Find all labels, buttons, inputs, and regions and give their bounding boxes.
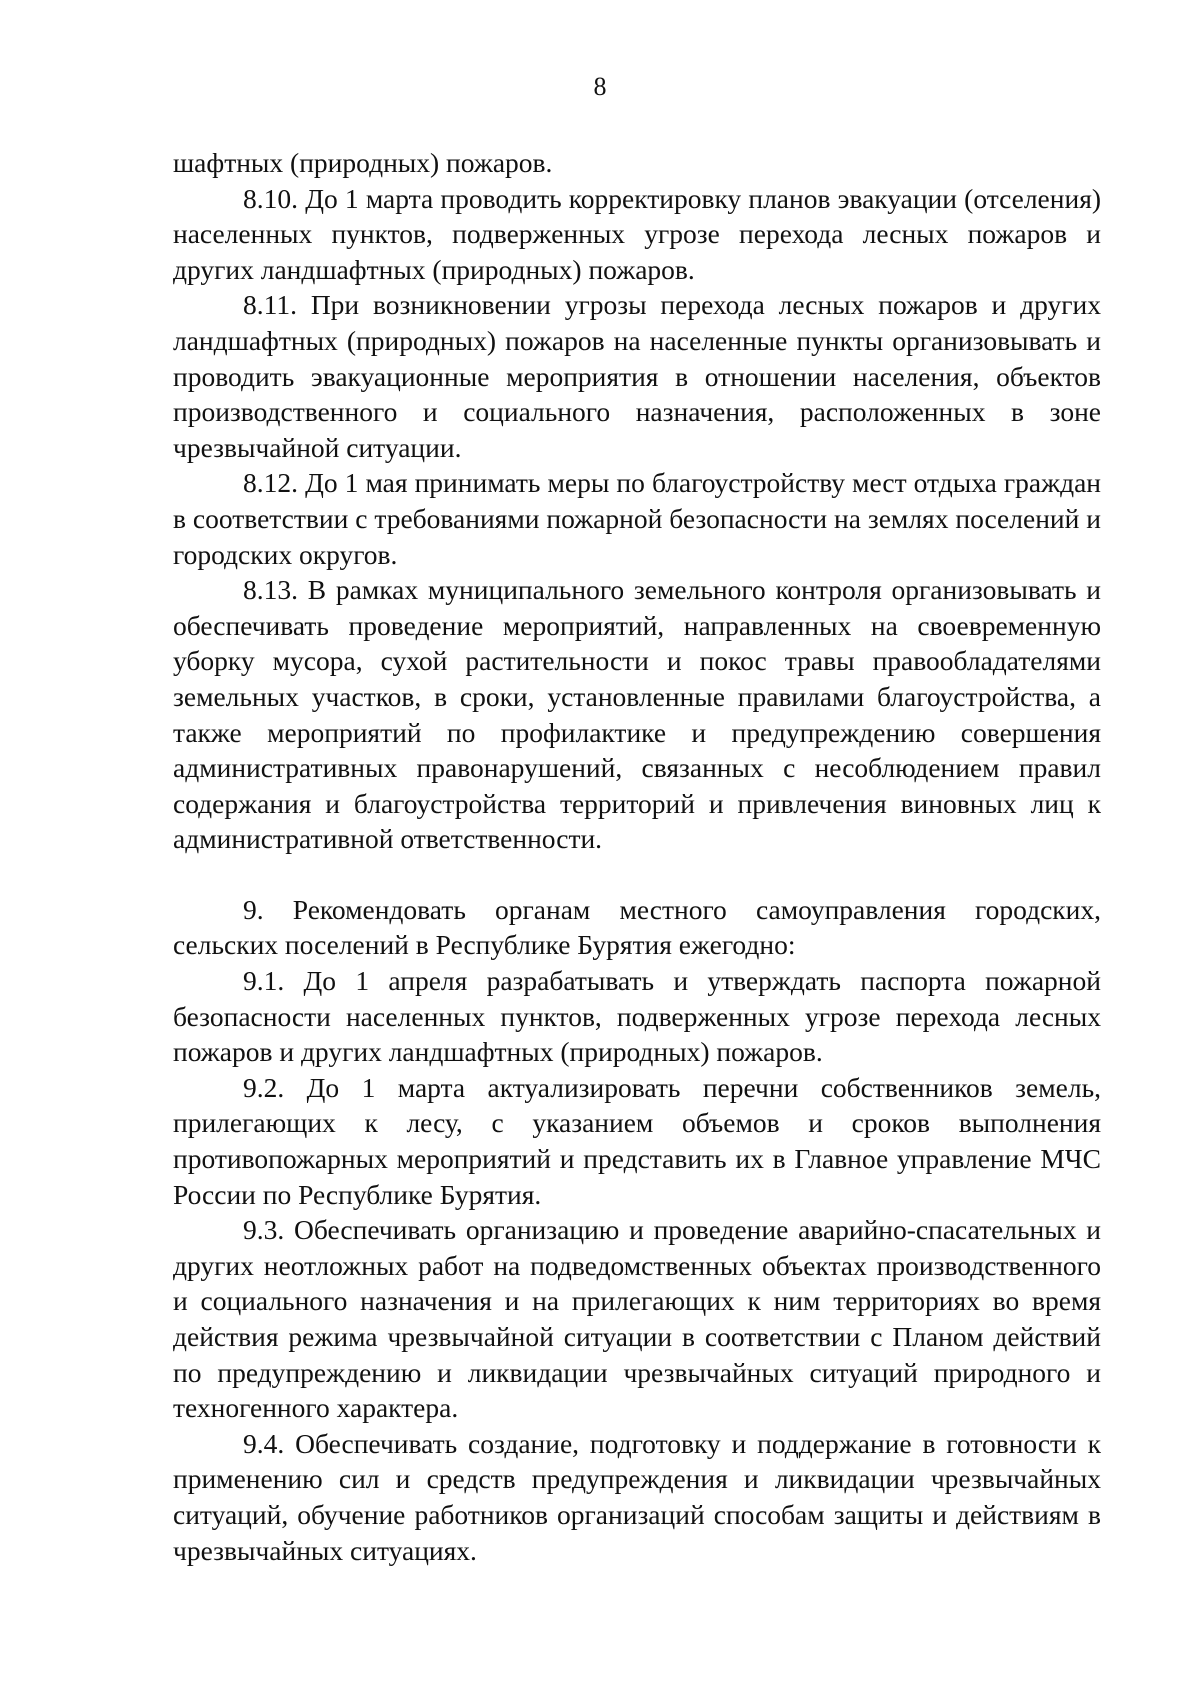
paragraph-9: 9. Рекомендовать органам местного самоуправления городских, сельских поселений в Республике Бурятия ежегодно: [173, 893, 1101, 961]
paragraph-8-13: 8.13. В рамках муниципального земельного контроля организовывать и обеспечивать проведение мероприятий, направленных на своевременную уборку мусора, сухой растительности и покос травы правообладателями земельных участков, в сроки, установленные правилами благоустройства, а также мероприятий по профилактике и предупреждению совершения административных правонарушений, связанных с несоблюдением правил содержания и благоустройства территорий и привлечения виновных лиц к административной ответственности. [173, 574, 1101, 855]
paragraph-continuation: шафтных (природных) пожаров. [173, 147, 553, 178]
paragraph-9-1: 9.1. До 1 апреля разрабатывать и утверждать паспорта пожарной безопасности населенных пунктов, подверженных угрозе перехода лесных пожаров и других ландшафтных (природных) пожаров. [173, 965, 1101, 1068]
page-number: 8 [593, 72, 607, 101]
document-body [173, 145, 1101, 1568]
paragraph-9-4: 9.4. Обеспечивать создание, подготовку и поддержание в готовности к применению сил и средств предупреждения и ликвидации чрезвычайных ситуаций, обучение работников организаций способам защиты и действиям в чрезвычайных ситуациях. [173, 1427, 1101, 1566]
paragraph-8-10: 8.10. До 1 марта проводить корректировку планов эвакуации (отселения) населенных пунктов, подверженных угрозе перехода лесных пожаров и других ландшафтных (природных) пожаров. [173, 182, 1101, 285]
paragraph-8-11: 8.11. При возникновении угрозы перехода лесных пожаров и других ландшафтных (природных) пожаров на населенные пункты организовывать и проводить эвакуационные мероприятия в отношении населения, объектов производственного и социального назначения, расположенных в зоне чрезвычайной ситуации. [173, 289, 1101, 463]
paragraph-8-12: 8.12. До 1 мая принимать меры по благоустройству мест отдыха граждан в соответствии с требованиями пожарной безопасности на землях поселений и городских округов. [173, 467, 1101, 570]
paragraph-9-3: 9.3. Обеспечивать организацию и проведение аварийно-спасательных и других неотложных работ на подведомственных объектах производственного и социального назначения и на прилегающих к ним территориях во время действия режима чрезвычайной ситуации в соответствии с Планом действий по предупреждению и ликвидации чрезвычайных ситуаций природного и техногенного характера. [173, 1214, 1101, 1424]
paragraph-9-2: 9.2. До 1 марта актуализировать перечни собственников земель, прилегающих к лесу, с указанием объемов и сроков выполнения противопожарных мероприятий и представить их в Главное управление МЧС России по Республике Бурятия. [173, 1071, 1101, 1210]
